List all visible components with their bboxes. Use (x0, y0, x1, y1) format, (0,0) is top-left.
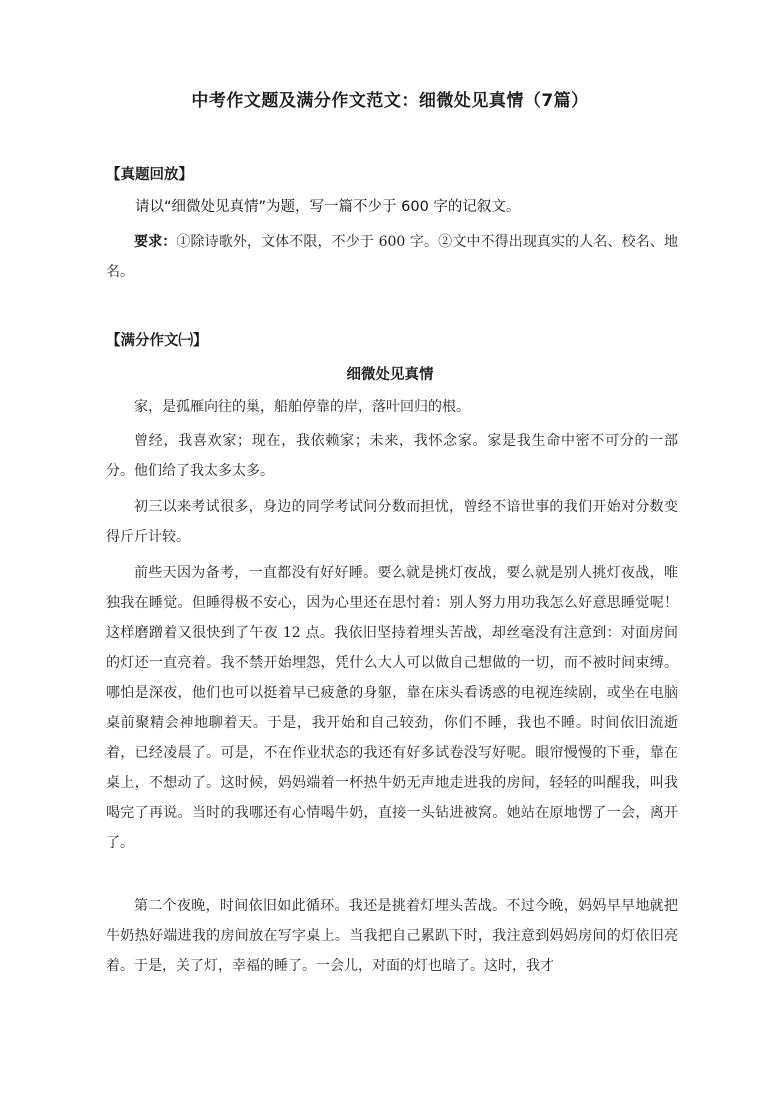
essay-section-heading: 【满分作文㈠】 (106, 333, 208, 349)
essay-paragraph: 家，是孤雁向往的巢，船舶停靠的岸，落叶回归的根。 (134, 399, 470, 415)
essay-paragraph: 前些天因为备考，一直都没有好好睡。要么就是挑灯夜战，要么就是别人挑灯夜战，唯独我在睡觉。但睡得极不安心，因为心里还在思忖着：别人努力用功我怎么好意思睡觉呢！这样磨蹭着又很快到了午夜 12 点。我依旧坚持着埋头苦战，却丝毫没有注意到：对面房间的灯还一直亮着。我不禁开始埋怨，凭什么大人可以做自己想做的一切，而不被时间束缚。哪怕是深夜，他们也可以挺着早已疲惫的身躯，靠在床头看诱惑的电视连续剧，或坐在电脑桌前聚精会神地聊着天。于是，我开始和自己较劲，你们不睡，我也不睡。时间依旧流逝着，已经凌晨了。可是，不在作业状态的我还有好多试卷没写好呢。眼帘慢慢的下垂，靠在桌上，不想动了。这时候，妈妈端着一杯热牛奶无声地走进我的房间，轻轻的叫醒我，叫我喝完了再说。当时的我哪还有心情喝牛奶，直接一头钻进被窝。她站在原地愣了一会，离开了。 (106, 565, 678, 851)
essay-paragraph: 曾经，我喜欢家；现在，我依赖家；未来，我怀念家。家是我生命中密不可分的一部分。他们给了我太多太多。 (106, 433, 678, 479)
exam-section-heading: 【真题回放】 (106, 167, 193, 183)
essay-paragraph: 第二个夜晚，时间依旧如此循环。我还是挑着灯埋头苦战。不过今晚，妈妈早早地就把牛奶热好端进我的房间放在写字桌上。当我把自己累趴下时，我注意到妈妈房间的灯依旧亮着。于是，关了灯，幸福的睡了。一会儿，对面的灯也暗了。这时，我才 (106, 898, 678, 974)
requirement-text: ①除诗歌外，文体不限，不少于 600 字。②文中不得出现真实的人名、校名、地名。 (106, 234, 678, 280)
exam-prompt: 请以“细微处见真情”为题，写一篇不少于 600 字的记叙文。 (135, 199, 521, 215)
document-title: 中考作文题及满分作文范文：细微处见真情（7篇） (191, 91, 589, 111)
essay-title: 细微处见真情 (346, 367, 434, 383)
essay-paragraph: 初三以来考试很多，身边的同学考试问分数而担忧，曾经不谙世事的我们开始对分数变得斤斤计较。 (106, 499, 678, 545)
exam-requirements (106, 227, 678, 287)
requirement-label: 要求： (134, 234, 177, 250)
